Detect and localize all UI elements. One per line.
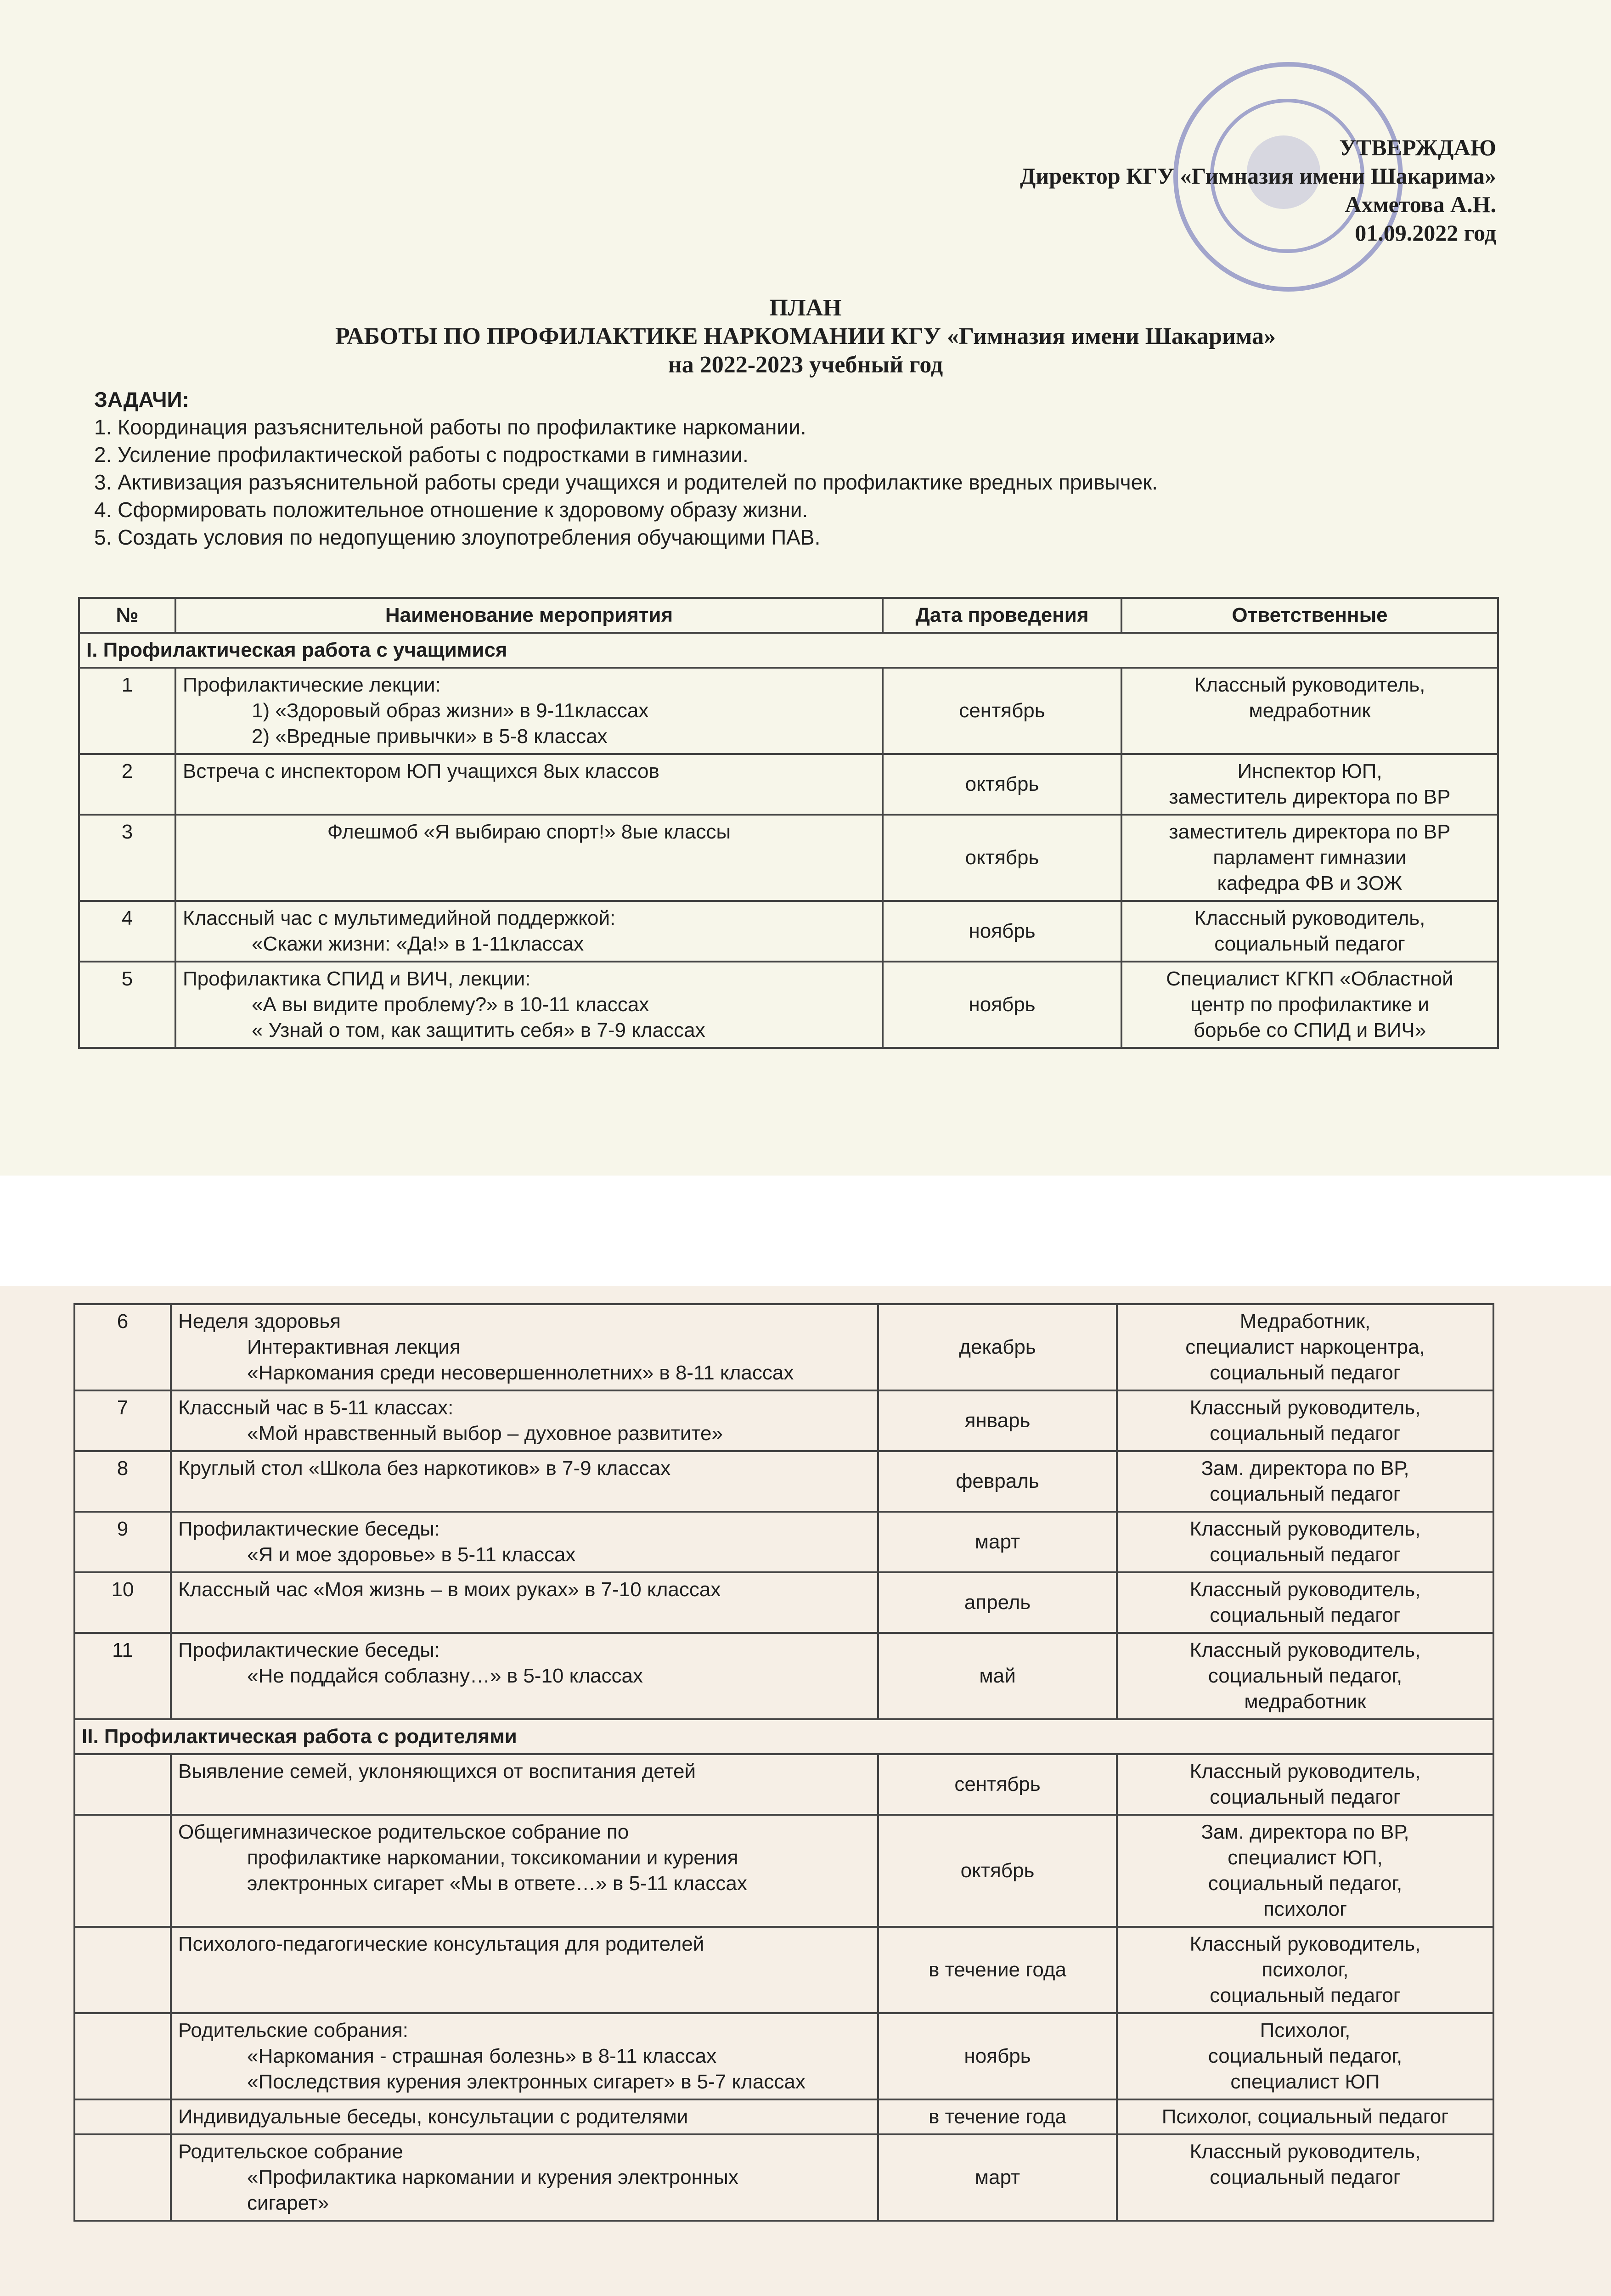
event-line: Выявление семей, уклоняющихся от воспитания детей [178, 1760, 696, 1783]
row-date: октябрь [878, 1815, 1117, 1927]
table-row [74, 1815, 1493, 1927]
responsible-line: социальный педагог [1210, 1483, 1401, 1505]
row-number [74, 2013, 171, 2099]
tasks-title: ЗАДАЧИ: [94, 388, 189, 411]
event-line: «Скажи жизни: «Да!» в 1-11классах [252, 933, 584, 955]
header-number: № [79, 598, 175, 633]
responsible-line: Зам. директора по ВР, [1201, 1457, 1409, 1480]
responsible-line: Классный руководитель, [1189, 1639, 1421, 1661]
event-line: Неделя здоровья [178, 1310, 341, 1333]
row-number: 7 [74, 1390, 171, 1451]
section-1-title: I. Профилактическая работа с учащимися [79, 633, 1498, 668]
row-number [74, 1927, 171, 2013]
row-event [171, 2134, 878, 2221]
row-event [171, 1927, 878, 2013]
event-line: электронных сигарет «Мы в ответе…» в 5-11 классах [247, 1872, 747, 1895]
event-line: Флешмоб «Я выбираю спорт!» 8ые классы [327, 821, 731, 843]
row-date: сентябрь [883, 668, 1121, 754]
row-date: март [878, 1512, 1117, 1572]
row-date: ноябрь [883, 962, 1121, 1048]
responsible-line: социальный педагог, [1208, 2045, 1403, 2067]
section-1-rows-b [74, 1304, 1493, 1719]
responsible-line: Инспектор ЮП, [1237, 760, 1382, 782]
row-number: 3 [79, 815, 175, 901]
row-date: март [878, 2134, 1117, 2221]
header-event: Наименование мероприятия [175, 598, 883, 633]
heading-line-1: ПЛАН [769, 295, 842, 321]
row-event [171, 1512, 878, 1572]
plan-table-part-1 [78, 597, 1499, 1049]
row-number: 9 [74, 1512, 171, 1572]
table-row [79, 815, 1498, 901]
row-responsible [1117, 1815, 1493, 1927]
row-responsible [1117, 1572, 1493, 1633]
event-line: Профилактические беседы: [178, 1518, 440, 1540]
event-line: сигарет» [247, 2192, 329, 2214]
event-line: Встреча с инспектором ЮП учащихся 8ых классов [183, 760, 659, 782]
event-line: «А вы видите проблему?» в 10-11 классах [252, 993, 649, 1016]
task-item: 4. Сформировать положительное отношение к здоровому образу жизни. [94, 498, 808, 522]
responsible-line: Классный руководитель, [1189, 1578, 1421, 1601]
row-date: в течение года [878, 1927, 1117, 2013]
row-event [171, 1633, 878, 1719]
table-header-row [79, 598, 1498, 633]
section-1-rows-a [79, 668, 1498, 1048]
row-event [171, 1304, 878, 1390]
row-responsible [1121, 901, 1498, 962]
row-number: 5 [79, 962, 175, 1048]
row-date: сентябрь [878, 1754, 1117, 1815]
responsible-line: социальный педагог [1210, 1604, 1401, 1626]
section-row [74, 1719, 1493, 1754]
responsible-line: заместитель директора по ВР [1169, 786, 1451, 808]
responsible-line: социальный педагог [1210, 1422, 1401, 1445]
event-line: Профилактические лекции: [183, 674, 441, 696]
table-row [74, 1633, 1493, 1719]
responsible-line: заместитель директора по ВР [1169, 821, 1451, 843]
row-event [175, 962, 883, 1048]
event-line: профилактике наркомании, токсикомании и курения [247, 1846, 738, 1869]
responsible-line: Зам. директора по ВР, [1201, 1821, 1409, 1843]
responsible-line: медработник [1244, 1690, 1366, 1713]
approval-block [1020, 133, 1496, 247]
event-line: «Мой нравственный выбор – духовное развитите» [247, 1422, 723, 1445]
heading-line-3: на 2022-2023 учебный год [668, 352, 943, 378]
row-responsible [1117, 2134, 1493, 2221]
responsible-line: Медработник, [1239, 1310, 1371, 1333]
row-date: октябрь [883, 815, 1121, 901]
table-row [74, 1754, 1493, 1815]
row-number: 6 [74, 1304, 171, 1390]
table-row [74, 1927, 1493, 2013]
event-line: Индивидуальные беседы, консультации с родителями [178, 2105, 688, 2128]
task-item: 3. Активизация разъяснительной работы среди учащихся и родителей по профилактике вредных привычек. [94, 470, 1158, 494]
header-date: Дата проведения [883, 598, 1121, 633]
row-date: май [878, 1633, 1117, 1719]
heading-line-2: РАБОТЫ ПО ПРОФИЛАКТИКЕ НАРКОМАНИИ КГУ «Гимназия имени Шакарима» [335, 323, 1276, 349]
row-number [74, 2099, 171, 2134]
row-date: январь [878, 1390, 1117, 1451]
row-number: 10 [74, 1572, 171, 1633]
row-event [175, 754, 883, 815]
row-responsible [1121, 815, 1498, 901]
task-item: 2. Усиление профилактической работы с подростками в гимназии. [94, 443, 749, 467]
row-date: ноябрь [878, 2013, 1117, 2099]
document-heading [0, 294, 1611, 379]
event-line: Профилактика СПИД и ВИЧ, лекции: [183, 968, 531, 990]
row-date: ноябрь [883, 901, 1121, 962]
row-number [74, 1754, 171, 1815]
event-line: «Наркомания - страшная болезнь» в 8-11 классах [247, 2045, 717, 2067]
row-date: декабрь [878, 1304, 1117, 1390]
event-line: «Профилактика наркомании и курения электронных [247, 2166, 738, 2189]
row-event [171, 2099, 878, 2134]
task-item: 1. Координация разъяснительной работы по профилактике наркомании. [94, 415, 806, 439]
section-row [79, 633, 1498, 668]
tasks-block [94, 386, 1158, 551]
row-number: 4 [79, 901, 175, 962]
row-event [171, 2013, 878, 2099]
row-responsible [1117, 1633, 1493, 1719]
approval-position: Директор КГУ «Гимназия имени Шакарима» [1020, 163, 1496, 189]
row-responsible [1117, 1451, 1493, 1512]
plan-table-part-2 [73, 1303, 1494, 2222]
row-date: октябрь [883, 754, 1121, 815]
responsible-line: борьбе со СПИД и ВИЧ» [1193, 1019, 1426, 1041]
responsible-line: Классный руководитель, [1189, 1760, 1421, 1783]
row-responsible [1121, 754, 1498, 815]
event-line: Классный час «Моя жизнь – в моих руках» в 7-10 классах [178, 1578, 721, 1601]
row-event [171, 1754, 878, 1815]
row-responsible [1117, 2013, 1493, 2099]
table-row [74, 1390, 1493, 1451]
responsible-line: социальный педагог, [1208, 1872, 1403, 1895]
responsible-line: Классный руководитель, [1194, 674, 1425, 696]
responsible-line: медработник [1249, 699, 1371, 722]
task-item: 5. Создать условия по недопущению злоупотребления обучающими ПАВ. [94, 525, 821, 549]
responsible-line: парламент гимназии [1213, 846, 1407, 869]
row-date: апрель [878, 1572, 1117, 1633]
table-row [79, 668, 1498, 754]
responsible-line: социальный педагог [1210, 2166, 1401, 2189]
row-event [171, 1390, 878, 1451]
table-row [74, 2013, 1493, 2099]
table-row [79, 962, 1498, 1048]
row-responsible [1117, 1304, 1493, 1390]
table-row [74, 1451, 1493, 1512]
responsible-line: Классный руководитель, [1189, 1933, 1421, 1955]
row-responsible [1117, 1512, 1493, 1572]
event-line: Круглый стол «Школа без наркотиков» в 7-9 классах [178, 1457, 671, 1480]
row-responsible [1121, 962, 1498, 1048]
row-event [175, 668, 883, 754]
responsible-line: социальный педагог [1210, 1543, 1401, 1566]
table-row [79, 754, 1498, 815]
row-responsible [1117, 1390, 1493, 1451]
table-row [74, 2134, 1493, 2221]
event-line: Классный час в 5-11 классах: [178, 1396, 454, 1419]
event-line: « Узнай о том, как защитить себя» в 7-9 классах [252, 1019, 705, 1041]
event-line: Родительское собрание [178, 2140, 403, 2163]
table-row [74, 2099, 1493, 2134]
event-line: «Последствия курения электронных сигарет» в 5-7 классах [247, 2071, 806, 2093]
table-row [74, 1512, 1493, 1572]
header-responsible: Ответственные [1121, 598, 1498, 633]
approval-date: 01.09.2022 год [1355, 220, 1496, 246]
responsible-line: специалист ЮП, [1228, 1846, 1383, 1869]
approval-title: УТВЕРЖДАЮ [1339, 135, 1496, 160]
responsible-line: Психолог, [1260, 2019, 1351, 2042]
event-line: «Не поддайся соблазну…» в 5-10 классах [247, 1665, 643, 1687]
row-responsible [1117, 1754, 1493, 1815]
row-event [171, 1451, 878, 1512]
event-line: Психолого-педагогические консультация для родителей [178, 1933, 704, 1955]
responsible-line: Психолог, социальный педагог [1161, 2105, 1449, 2128]
responsible-line: социальный педагог [1210, 1786, 1401, 1808]
responsible-line: Классный руководитель, [1189, 1518, 1421, 1540]
row-number: 8 [74, 1451, 171, 1512]
row-event [171, 1815, 878, 1927]
row-responsible [1117, 2099, 1493, 2134]
approval-name: Ахметова А.Н. [1345, 191, 1496, 217]
responsible-line: социальный педагог [1210, 1984, 1401, 2007]
responsible-line: кафедра ФВ и ЗОЖ [1217, 872, 1403, 895]
event-line: 2) «Вредные привычки» в 5-8 классах [252, 725, 608, 748]
event-line: «Наркомания среди несовершеннолетних» в 8-11 классах [247, 1362, 794, 1384]
responsible-line: Специалист КГКП «Областной [1166, 968, 1453, 990]
responsible-line: специалист ЮП [1230, 2071, 1380, 2093]
row-date: февраль [878, 1451, 1117, 1512]
event-line: 1) «Здоровый образ жизни» в 9-11классах [252, 699, 649, 722]
row-number [74, 2134, 171, 2221]
table-row [74, 1304, 1493, 1390]
responsible-line: Классный руководитель, [1189, 2140, 1421, 2163]
responsible-line: специалист наркоцентра, [1185, 1336, 1425, 1358]
row-number: 11 [74, 1633, 171, 1719]
section-2-title: II. Профилактическая работа с родителями [74, 1719, 1493, 1754]
responsible-line: психолог, [1262, 1958, 1349, 1981]
event-line: «Я и мое здоровье» в 5-11 классах [247, 1543, 576, 1566]
responsible-line: центр по профилактике и [1190, 993, 1430, 1016]
event-line: Профилактические беседы: [178, 1639, 440, 1661]
row-responsible [1117, 1927, 1493, 2013]
row-event [171, 1572, 878, 1633]
table-row [79, 901, 1498, 962]
row-date: в течение года [878, 2099, 1117, 2134]
section-2-rows [74, 1754, 1493, 2221]
row-event [175, 815, 883, 901]
responsible-line: психолог [1263, 1898, 1347, 1920]
responsible-line: социальный педагог [1210, 1362, 1401, 1384]
event-line: Интерактивная лекция [247, 1336, 461, 1358]
responsible-line: Классный руководитель, [1189, 1396, 1421, 1419]
row-number: 2 [79, 754, 175, 815]
row-number: 1 [79, 668, 175, 754]
responsible-line: Классный руководитель, [1194, 907, 1425, 929]
responsible-line: социальный педагог, [1208, 1665, 1403, 1687]
event-line: Общегимназическое родительское собрание по [178, 1821, 629, 1843]
row-responsible [1121, 668, 1498, 754]
table-row [74, 1572, 1493, 1633]
row-number [74, 1815, 171, 1927]
event-line: Классный час с мультимедийной поддержкой: [183, 907, 616, 929]
responsible-line: социальный педагог [1214, 933, 1405, 955]
row-event [175, 901, 883, 962]
event-line: Родительские собрания: [178, 2019, 408, 2042]
